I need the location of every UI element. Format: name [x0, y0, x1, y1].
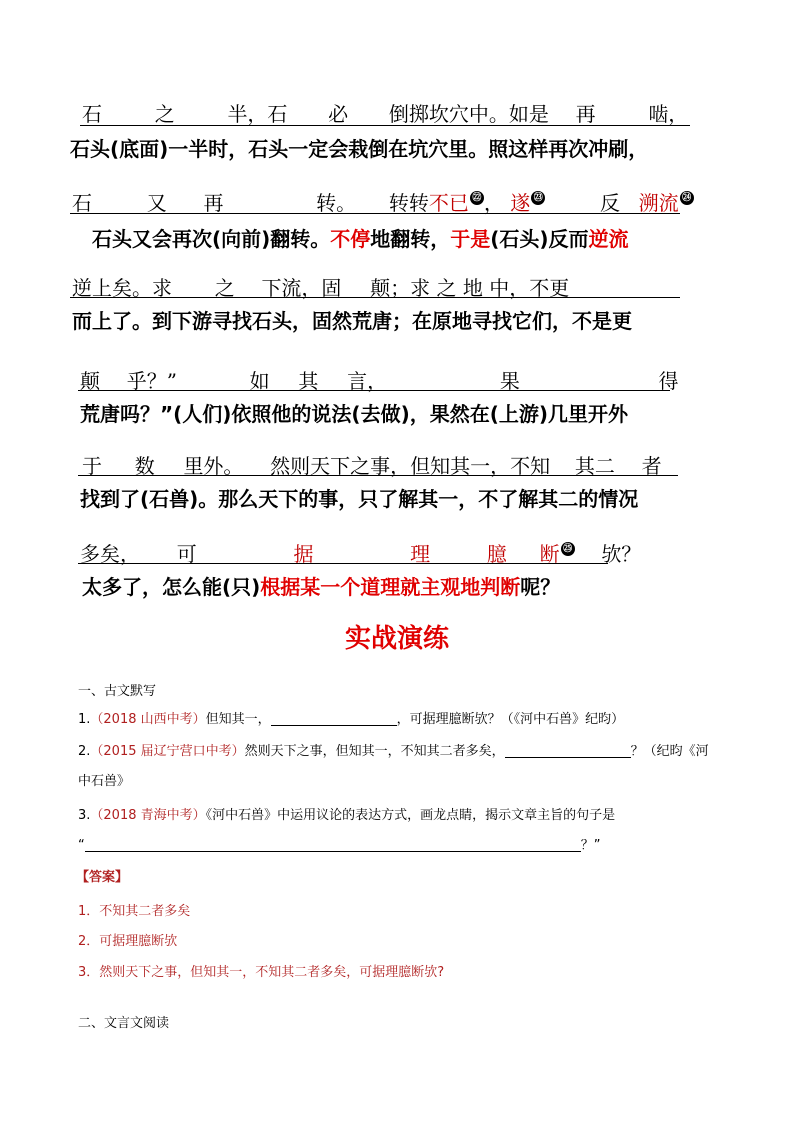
- orig-word: 石: [82, 102, 102, 126]
- translation-text: 呢？: [520, 575, 561, 599]
- footnote-marker: ㉓: [531, 191, 545, 205]
- orig-word-highlight: 断: [539, 542, 560, 566]
- question-text: ？（纪昀《河: [630, 744, 709, 759]
- translation-line-2: [92, 223, 629, 252]
- question-number: 1.: [78, 712, 91, 727]
- orig-line-1: [82, 98, 688, 127]
- exercise-heading-2: 二、文言文阅读: [78, 1016, 170, 1031]
- orig-word: 石: [72, 191, 92, 215]
- footnote-marker: ㉔: [680, 191, 694, 205]
- translation-highlight: 根据某一个道理就主观地判断: [260, 575, 521, 599]
- orig-word: 乎？”: [126, 369, 177, 393]
- orig-word: 然则天下之事，但知其一，不知: [270, 454, 551, 478]
- orig-line-2: [72, 187, 694, 216]
- orig-word: ，: [483, 191, 504, 215]
- question-text: ，可据理臆断欤？（《河中石兽》纪昀）: [396, 712, 625, 727]
- orig-word: 啮，: [648, 102, 689, 126]
- orig-word-highlight: 遂: [510, 191, 531, 215]
- quote-close: ？”: [580, 838, 601, 853]
- orig-word: 之: [214, 276, 235, 300]
- orig-word: 中，不更: [489, 276, 570, 300]
- footnote-marker: ㉕: [561, 542, 575, 556]
- orig-word: 再: [203, 191, 224, 215]
- translation-highlight: 逆流: [588, 227, 629, 251]
- answer-blank[interactable]: [85, 837, 581, 852]
- orig-word: 数: [134, 454, 155, 478]
- orig-word: 转转: [388, 191, 429, 215]
- underline: [80, 125, 690, 126]
- question-text: 但知其一，: [205, 712, 271, 727]
- translation-highlight: 于是: [450, 227, 491, 251]
- orig-word: 逆上矣。求: [72, 276, 172, 300]
- orig-word: 颠；求: [370, 276, 431, 300]
- orig-word: 之: [436, 276, 457, 300]
- orig-word: 必: [328, 102, 349, 126]
- answer-blank[interactable]: [271, 711, 397, 726]
- section-title: 实战演练: [344, 624, 449, 654]
- orig-word: 下流，固: [261, 276, 342, 300]
- answer-blank[interactable]: [505, 743, 631, 758]
- orig-word: 其二: [574, 454, 615, 478]
- question-source: （2015 届辽宁营口中考）: [90, 744, 245, 759]
- question-2-cont: 中石兽》: [78, 774, 131, 789]
- question-2: [78, 740, 709, 759]
- orig-word-highlight: 溯流: [638, 191, 679, 215]
- orig-word: 颠: [80, 369, 100, 393]
- translation-text: 太多了，怎么能(只): [82, 575, 261, 599]
- orig-word: 欤？: [601, 542, 642, 566]
- orig-word: 里外。: [183, 454, 244, 478]
- question-text: 然则天下之事，但知其一，不知其二者多矣，: [244, 744, 505, 759]
- translation-line-6: [82, 571, 560, 600]
- question-1: [78, 708, 624, 727]
- orig-word-highlight: 据: [293, 542, 314, 566]
- question-source: （2018 青海中考）: [90, 808, 206, 823]
- orig-word-highlight: 不已: [428, 191, 469, 215]
- quote-open: “: [78, 838, 85, 853]
- translation-text: 石头又会再次(向前)翻转。: [92, 227, 331, 251]
- translation-line-4: 荒唐吗？”(人们)依照他的说法(去做)，果然在(上游)几里开外: [80, 402, 628, 426]
- orig-word: 多矣，: [80, 542, 140, 566]
- orig-word: 言，: [347, 369, 388, 393]
- translation-text: (石头)反而: [490, 227, 589, 251]
- question-3: [78, 804, 615, 823]
- footnote-marker: ㉒: [470, 191, 484, 205]
- orig-word: 倒掷坎穴中。如是: [388, 102, 549, 126]
- orig-word: 得: [658, 369, 679, 393]
- translation-text: 地翻转，: [370, 227, 451, 251]
- question-3-blank-line: [78, 834, 601, 853]
- orig-word: 再: [575, 102, 596, 126]
- translation-line-1: 石头(底面)一半时，石头一定会栽倒在坑穴里。照这样再次冲刷，: [70, 137, 649, 161]
- orig-word: 之: [154, 102, 175, 126]
- question-text: 《河中石兽》中运用议论的表达方式，画龙点睛，揭示文章主旨的句子是: [205, 808, 616, 823]
- question-source: （2018 山西中考）: [90, 712, 206, 727]
- question-number: 3.: [78, 808, 91, 823]
- question-number: 2.: [78, 744, 91, 759]
- answer-label: 【答案】: [76, 870, 129, 885]
- exercise-heading-1: 一、古文默写: [78, 684, 157, 699]
- answer-1: 1．不知其二者多矣: [78, 904, 191, 919]
- orig-word: 地: [462, 276, 483, 300]
- translation-line-3: 而上了。到下游寻找石头，固然荒唐；在原地寻找它们，不是更: [72, 309, 632, 333]
- orig-word: 其: [298, 369, 319, 393]
- underline: [78, 563, 608, 564]
- underline: [70, 213, 680, 214]
- underline: [70, 297, 680, 298]
- orig-word: 可: [176, 542, 197, 566]
- orig-word: 如: [249, 369, 270, 393]
- orig-word: 者: [641, 454, 662, 478]
- answer-3: 3．然则天下之事，但知其一，不知其二者多矣，可据理臆断欤?: [78, 965, 445, 980]
- underline: [78, 390, 670, 391]
- orig-word: 果: [499, 369, 520, 393]
- orig-word: 反: [599, 191, 620, 215]
- orig-word-highlight: 理: [410, 542, 431, 566]
- orig-word: 于: [82, 454, 102, 478]
- orig-word-highlight: 臆: [486, 542, 507, 566]
- answer-2: 2．可据理臆断欤: [78, 934, 178, 949]
- underline: [78, 475, 678, 476]
- orig-word: 又: [146, 191, 167, 215]
- translation-line-5: 找到了(石兽)。那么天下的事，只了解其一，不了解其二的情况: [80, 487, 639, 511]
- translation-highlight: 不停: [330, 227, 371, 251]
- orig-word: 半，石: [227, 102, 288, 126]
- orig-word: 转。: [316, 191, 357, 215]
